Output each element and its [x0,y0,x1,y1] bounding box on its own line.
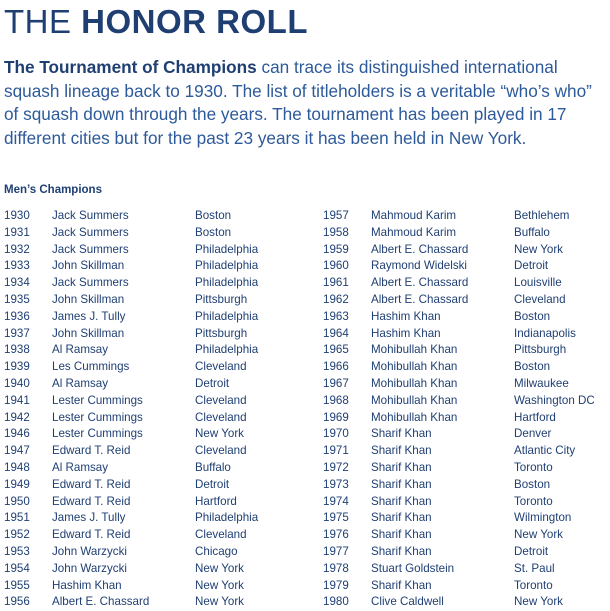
champion-name: Sharif Khan [371,544,432,558]
champion-name: Edward T. Reid [52,444,131,458]
champion-city: Philadelphia [195,343,259,357]
champion-year: 1970 [323,427,349,441]
champion-name: Mahmoud Karim [371,225,457,239]
champion-row [4,309,258,326]
champion-row [4,342,258,359]
champion-city: St. Paul [514,561,555,575]
champion-row [323,258,595,275]
champion-year: 1937 [4,326,30,340]
champion-year: 1962 [323,292,349,306]
champion-year: 1942 [4,410,30,424]
champion-city: Detroit [514,544,549,558]
champion-row [323,578,595,595]
champion-row [4,561,258,578]
section-heading: Men’s Champions [4,184,102,196]
champion-year: 1949 [4,477,30,491]
champion-year: 1959 [323,242,349,256]
champion-name: Mohibullah Khan [371,360,458,374]
champions-list-left [4,208,258,611]
champion-year: 1975 [323,511,349,525]
champion-name: Mohibullah Khan [371,343,458,357]
champion-year: 1974 [323,494,349,508]
champion-city: New York [195,427,244,441]
champion-city: Washington DC [514,393,595,407]
champion-row [323,359,595,376]
champion-city: Pittsburgh [514,343,567,357]
champion-row [4,242,258,259]
champion-city: Detroit [195,376,230,390]
champion-row [323,477,595,494]
champion-row [4,426,258,443]
champion-name: Albert E. Chassard [371,292,469,306]
champion-city: Toronto [514,460,553,474]
champion-name: Sharif Khan [371,427,432,441]
intro-lead: The Tournament of Champions [4,57,257,77]
champion-year: 1936 [4,309,30,323]
champion-name: Jack Summers [52,209,129,222]
champion-year: 1968 [323,393,349,407]
champion-city: Hartford [514,410,556,424]
champion-city: Cleveland [195,528,247,542]
champion-city: Pittsburgh [195,292,248,306]
champion-year: 1932 [4,242,30,256]
champion-row [323,225,595,242]
champion-city: Philadelphia [195,276,259,290]
champion-name: Mohibullah Khan [371,393,458,407]
champion-name: Edward T. Reid [52,477,131,491]
champion-row [4,544,258,561]
champion-year: 1930 [4,209,30,222]
champion-year: 1948 [4,460,30,474]
champion-name: Clive Caldwell [371,595,444,609]
champion-city: Atlantic City [514,444,576,458]
champion-year: 1941 [4,393,30,407]
champion-name: Sharif Khan [371,578,432,592]
champion-year: 1956 [4,595,30,609]
champion-row [323,561,595,578]
champion-name: John Warzycki [52,544,127,558]
champion-city: Cleveland [195,410,247,424]
champion-name: Sharif Khan [371,477,432,491]
champion-name: Lester Cummings [52,427,143,441]
champion-row [323,275,595,292]
champion-name: Hashim Khan [371,309,441,323]
champion-row [4,326,258,343]
champion-row [4,275,258,292]
champion-row [323,376,595,393]
champion-city: New York [195,578,244,592]
champion-year: 1971 [323,444,349,458]
champion-year: 1967 [323,376,349,390]
champion-name: Albert E. Chassard [52,595,150,609]
champion-row [323,326,595,343]
champion-city: Cleveland [195,444,247,458]
champion-year: 1946 [4,427,30,441]
champion-year: 1973 [323,477,349,491]
champion-name: Al Ramsay [52,460,109,474]
champion-name: Stuart Goldstein [371,561,455,575]
champion-city: Boston [514,360,551,374]
champion-year: 1952 [4,528,30,542]
champion-city: Boston [195,225,232,239]
champion-city: Pittsburgh [195,326,248,340]
champion-name: Al Ramsay [52,343,109,357]
champion-name: Mahmoud Karim [371,209,457,222]
champion-name: Raymond Widelski [371,259,467,273]
champion-row [4,443,258,460]
champion-city: New York [514,242,563,256]
champion-row [323,494,595,511]
champion-name: Sharif Khan [371,511,432,525]
champion-year: 1969 [323,410,349,424]
champion-year: 1958 [323,225,349,239]
page-title [4,2,308,42]
champion-year: 1933 [4,259,30,273]
champion-row [4,578,258,595]
champion-city: Chicago [195,544,238,558]
title-light-part: THE [4,3,72,40]
champion-city: Detroit [514,259,549,273]
champion-row [4,477,258,494]
champion-row [323,443,595,460]
champion-row [4,225,258,242]
champion-name: Lester Cummings [52,410,143,424]
champion-name: John Warzycki [52,561,127,575]
champion-city: New York [195,595,244,609]
champion-year: 1980 [323,595,349,609]
champion-name: Al Ramsay [52,376,109,390]
champion-year: 1939 [4,360,30,374]
intro-paragraph [4,56,608,150]
champion-name: John Skillman [52,292,125,306]
champion-city: Buffalo [514,225,550,239]
champion-year: 1965 [323,343,349,357]
champion-year: 1960 [323,259,349,273]
champion-year: 1977 [323,544,349,558]
champion-row [323,527,595,544]
champion-year: 1966 [323,360,349,374]
champion-name: Edward T. Reid [52,528,131,542]
champion-city: Boston [514,477,551,491]
champion-row [4,594,258,611]
champion-city: Toronto [514,494,553,508]
champion-row [4,208,258,225]
champion-row [323,426,595,443]
champion-city: Cleveland [195,393,247,407]
champion-city: Louisville [514,276,562,290]
champion-city: Bethlehem [514,209,570,222]
champion-year: 1935 [4,292,30,306]
champion-row [4,393,258,410]
champion-name: Albert E. Chassard [371,276,469,290]
champion-year: 1961 [323,276,349,290]
champion-year: 1951 [4,511,30,525]
champion-city: New York [195,561,244,575]
champion-row [4,410,258,427]
champion-city: Philadelphia [195,242,259,256]
champion-city: Cleveland [514,292,566,306]
champion-year: 1940 [4,376,30,390]
title-bold-part: HONOR ROLL [81,3,308,40]
champion-year: 1953 [4,544,30,558]
champion-row [4,292,258,309]
champion-row [323,393,595,410]
champions-list-right [323,208,595,611]
champion-year: 1976 [323,528,349,542]
champion-city: Indianapolis [514,326,576,340]
champion-row [4,527,258,544]
champion-city: New York [514,528,563,542]
champion-name: Jack Summers [52,276,129,290]
champion-city: Philadelphia [195,259,259,273]
champion-year: 1963 [323,309,349,323]
champion-name: James J. Tully [52,511,126,525]
champion-row [323,410,595,427]
champion-row [323,594,595,611]
champion-row [323,309,595,326]
champion-city: New York [514,595,563,609]
champion-row [323,242,595,259]
champion-name: Lester Cummings [52,393,143,407]
champion-row [323,292,595,309]
champion-city: Wilmington [514,511,572,525]
champion-name: Les Cummings [52,360,130,374]
champion-row [323,342,595,359]
champion-row [323,510,595,527]
champion-year: 1938 [4,343,30,357]
champion-year: 1964 [323,326,349,340]
champion-row [4,376,258,393]
champion-name: Hashim Khan [371,326,441,340]
champion-row [4,510,258,527]
champion-city: Toronto [514,578,553,592]
champion-year: 1955 [4,578,30,592]
champion-row [4,359,258,376]
champion-city: Denver [514,427,552,441]
champion-year: 1947 [4,444,30,458]
champion-city: Philadelphia [195,511,259,525]
champion-name: John Skillman [52,259,125,273]
champion-city: Philadelphia [195,309,259,323]
champion-city: Hartford [195,494,237,508]
champion-name: Jack Summers [52,225,129,239]
champion-year: 1950 [4,494,30,508]
intro-text: can trace its distinguished international squash lineage back to 1930. The list of titleholders is a veritable “who’s who” of squash down through the years. The tournament has been played in 17 different cities but for the past 23 years it has been held in New York. [4,57,592,148]
champion-year: 1979 [323,578,349,592]
champion-name: Sharif Khan [371,494,432,508]
champion-year: 1934 [4,276,30,290]
champion-year: 1931 [4,225,30,239]
champion-name: John Skillman [52,326,125,340]
champion-city: Detroit [195,477,230,491]
champion-row [323,460,595,477]
champion-name: Jack Summers [52,242,129,256]
champion-name: Sharif Khan [371,444,432,458]
champion-row [323,544,595,561]
champion-name: James J. Tully [52,309,126,323]
champion-year: 1972 [323,460,349,474]
champion-name: Hashim Khan [52,578,122,592]
champion-year: 1978 [323,561,349,575]
champion-row [4,258,258,275]
champion-city: Boston [195,209,232,222]
champion-name: Mohibullah Khan [371,410,458,424]
champion-year: 1957 [323,209,349,222]
champion-city: Buffalo [195,460,231,474]
champion-name: Albert E. Chassard [371,242,469,256]
champion-city: Boston [514,309,551,323]
champion-city: Cleveland [195,360,247,374]
champion-row [4,460,258,477]
champion-name: Sharif Khan [371,528,432,542]
champion-year: 1954 [4,561,30,575]
champion-name: Mohibullah Khan [371,376,458,390]
champion-row [4,494,258,511]
champion-name: Edward T. Reid [52,494,131,508]
champion-name: Sharif Khan [371,460,432,474]
champion-row [323,208,595,225]
champion-city: Milwaukee [514,376,569,390]
